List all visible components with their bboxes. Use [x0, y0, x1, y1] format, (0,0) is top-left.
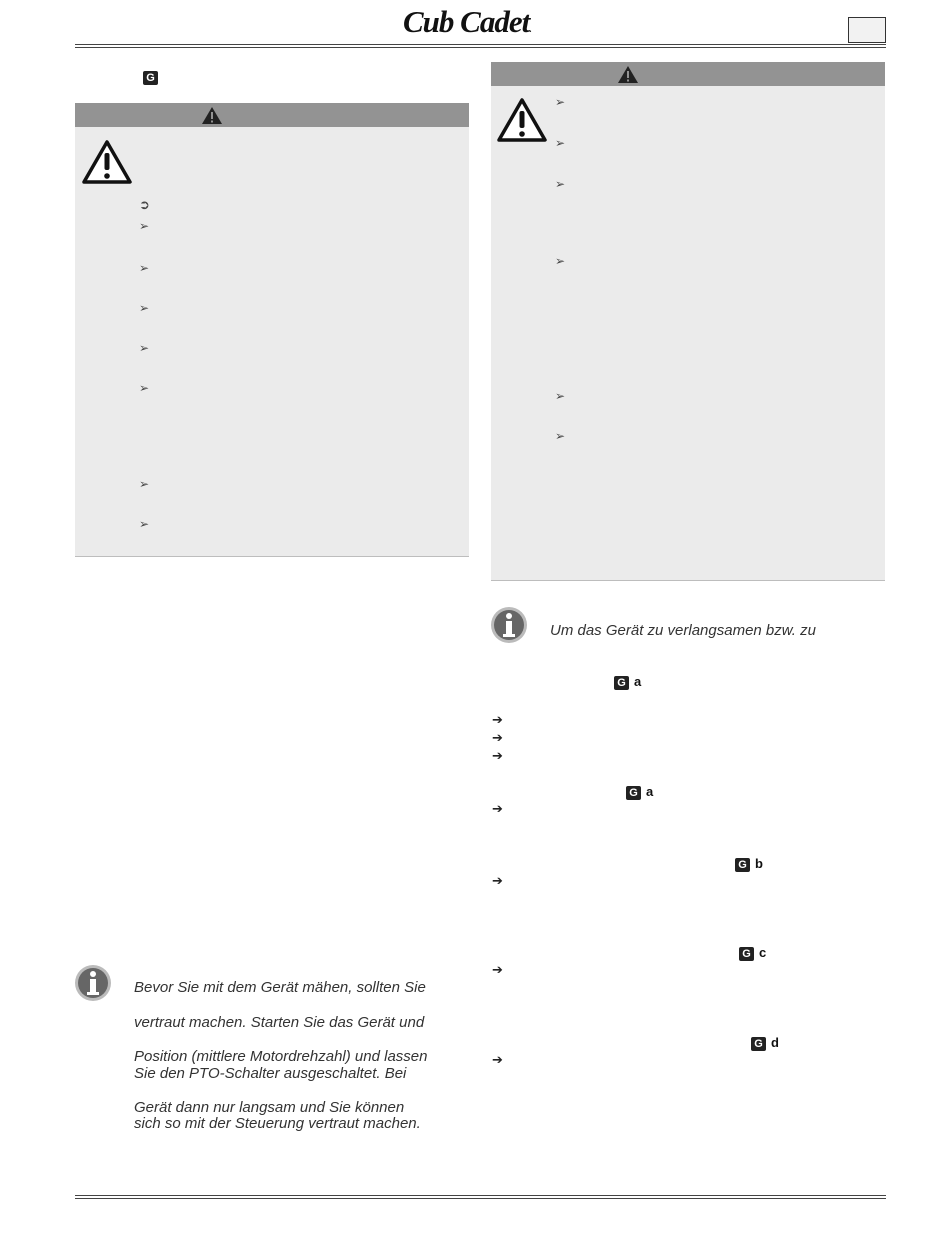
arrowhead-bullet-icon: ➢	[555, 254, 566, 268]
warning-header-bar	[75, 103, 469, 127]
arrowhead-bullet-icon: ➢	[139, 517, 150, 531]
page-number-box	[848, 17, 886, 43]
warning-triangle-icon	[496, 97, 548, 143]
header-rule	[75, 44, 886, 45]
info-circle-icon	[74, 964, 112, 1002]
figure-ref: G c	[739, 945, 766, 961]
figure-ref-g	[143, 68, 158, 86]
arrowhead-bullet-icon: ➢	[139, 381, 150, 395]
arrowhead-bullet-icon: ➢	[555, 177, 566, 191]
arrowhead-bullet-icon: ➢	[139, 341, 150, 355]
figure-ref: G d	[751, 1035, 779, 1051]
brand-logo: Cub Cadet.	[403, 4, 531, 39]
header-rule-secondary	[75, 47, 886, 48]
warning-triangle-icon	[617, 65, 639, 84]
right-arrow-icon: ➔	[492, 730, 503, 745]
right-arrow-icon: ➔	[492, 712, 503, 727]
arrowhead-bullet-icon: ➢	[555, 136, 566, 150]
figure-ref: G a	[614, 674, 641, 690]
figure-ref: G a	[626, 784, 653, 800]
arrowhead-bullet-icon: ➢	[139, 261, 150, 275]
info-note-line: sich so mit der Steuerung vertraut machen.	[134, 1115, 421, 1132]
footer-rule	[75, 1195, 886, 1196]
info-note-line: vertraut machen. Starten Sie das Gerät und	[134, 1014, 425, 1031]
warning-header-bar	[491, 62, 885, 86]
arrowhead-bullet-icon: ➢	[555, 429, 566, 443]
right-arrow-icon: ➔	[492, 748, 503, 763]
warning-triangle-icon	[201, 106, 223, 125]
figure-badge: G	[751, 1037, 766, 1051]
arrowhead-bullet-icon: ➢	[555, 389, 566, 403]
info-note-line: Bevor Sie mit dem Gerät mähen, sollten Sie	[134, 979, 426, 996]
figure-badge: G	[614, 676, 629, 690]
right-arrow-icon: ➔	[492, 1052, 503, 1067]
right-arrow-icon: ➔	[492, 801, 503, 816]
figure-badge: G	[735, 858, 750, 872]
info-note-line: Sie den PTO-Schalter ausgeschaltet. Bei	[134, 1065, 407, 1082]
arrowhead-bullet-icon: ➢	[139, 219, 150, 233]
info-circle-icon	[490, 606, 528, 644]
right-arrow-icon: ➔	[492, 873, 503, 888]
info-note-line: Position (mittlere Motordrehzahl) und lassen	[134, 1048, 428, 1065]
warning-panel-right	[491, 62, 885, 581]
figure-badge: G	[143, 71, 158, 85]
arrowhead-bullet-icon: ➢	[555, 95, 566, 109]
figure-badge: G	[739, 947, 754, 961]
arrowhead-bullet-icon: ➢	[139, 477, 150, 491]
warning-panel-left	[75, 103, 469, 557]
figure-ref: G b	[735, 856, 763, 872]
footer-rule-secondary	[75, 1198, 886, 1199]
info-note-line: Gerät dann nur langsam und Sie können	[134, 1099, 405, 1116]
arrowhead-bullet-icon: ➢	[139, 301, 150, 315]
figure-badge: G	[626, 786, 641, 800]
hand-pointer-icon: ➲	[139, 197, 150, 212]
warning-triangle-icon	[81, 139, 133, 185]
info-note-line: Um das Gerät zu verlangsamen bzw. zu	[550, 622, 816, 639]
right-arrow-icon: ➔	[492, 962, 503, 977]
